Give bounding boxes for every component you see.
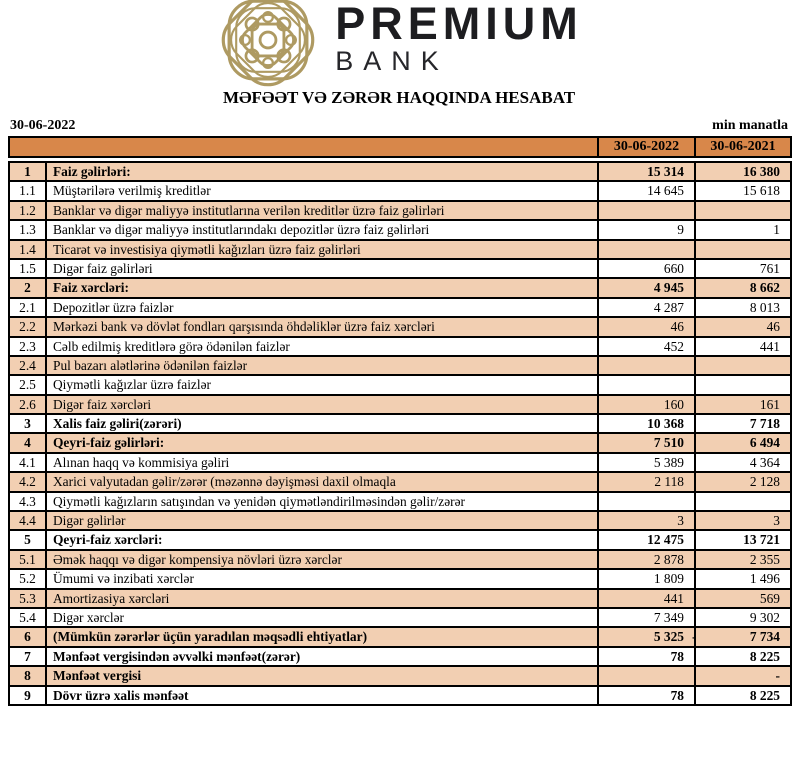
row-number: 1.3 [9, 220, 46, 239]
row-number: 2.6 [9, 395, 46, 414]
table-row [9, 220, 791, 239]
value-2021: 6 494 [695, 433, 791, 452]
meta-row [8, 110, 790, 134]
row-label: Müştərilərə verilmiş kreditlər [46, 181, 598, 200]
value-2021: 16 380 [695, 162, 791, 181]
table-row [9, 453, 791, 472]
value-2021: 1 [695, 220, 791, 239]
value-2022: 7 349 [598, 608, 695, 627]
row-number: 6 [9, 627, 46, 646]
value-2022: 2 118 [598, 472, 695, 491]
row-number: 5.2 [9, 569, 46, 588]
row-label: Digər faiz gəlirləri [46, 259, 598, 278]
row-label: Banklar və digər maliyyə institutlarındakı depozitlər üzrə faiz gəlirləri [46, 220, 598, 239]
row-label: Qiymətli kağızların satışından və yenidən qiymətləndirilməsindən gəlir/zərər [46, 492, 598, 511]
row-number: 5 [9, 530, 46, 549]
row-number: 1.5 [9, 259, 46, 278]
table-row [9, 589, 791, 608]
row-number: 2.1 [9, 298, 46, 317]
value-2022: 9 [598, 220, 695, 239]
value-2021 [695, 492, 791, 511]
value-2021: 15 618 [695, 181, 791, 200]
value-2021 [695, 201, 791, 220]
table-row [9, 666, 791, 685]
value-2021: 9 302 [695, 608, 791, 627]
header-col-2022: 30-06-2022 [598, 137, 695, 157]
row-label: Depozitlər üzrə faizlər [46, 298, 598, 317]
value-2022 [598, 356, 695, 375]
row-number: 8 [9, 666, 46, 685]
value-2021: - [695, 666, 791, 685]
table-row [9, 337, 791, 356]
table-row [9, 511, 791, 530]
value-2022 [598, 492, 695, 511]
row-label: Xalis faiz gəliri(zərəri) [46, 414, 598, 433]
row-label: Alınan haqq və kommisiya gəliri [46, 453, 598, 472]
value-2021: 569 [695, 589, 791, 608]
row-label: Pul bazarı alətlərinə ödənilən faizlər [46, 356, 598, 375]
value-2021: 1 496 [695, 569, 791, 588]
value-2022: 5 325 [598, 627, 695, 646]
value-2021: 8 225 [695, 647, 791, 666]
report-table [8, 161, 792, 706]
value-2022: 15 314 [598, 162, 695, 181]
table-row [9, 298, 791, 317]
table-row [9, 201, 791, 220]
row-label: Dövr üzrə xalis mənfəət [46, 686, 598, 705]
brand-wordmark [335, 2, 583, 76]
value-2022: 14 645 [598, 181, 695, 200]
value-2022 [598, 201, 695, 220]
header-empty-cell [9, 137, 598, 157]
row-number: 5.4 [9, 608, 46, 627]
value-2022: 78 [598, 686, 695, 705]
value-2022: 4 287 [598, 298, 695, 317]
row-number: 2.2 [9, 317, 46, 336]
row-label: Qeyri-faiz gəlirləri: [46, 433, 598, 452]
value-2021 [695, 240, 791, 259]
brand-name: PREMIUM [335, 0, 583, 49]
table-row [9, 162, 791, 181]
value-2021: 161 [695, 395, 791, 414]
table-row [9, 492, 791, 511]
value-2021-number: 7 734 [749, 629, 780, 645]
row-number: 7 [9, 647, 46, 666]
value-2021: 46 [695, 317, 791, 336]
value-2022: 160 [598, 395, 695, 414]
value-2022: 7 510 [598, 433, 695, 452]
row-number: 2.3 [9, 337, 46, 356]
row-number: 4.3 [9, 492, 46, 511]
row-label: Digər xərclər [46, 608, 598, 627]
row-label: Faiz gəlirləri: [46, 162, 598, 181]
header-row [9, 137, 791, 157]
row-label: Ümumi və inzibati xərclər [46, 569, 598, 588]
table-row [9, 550, 791, 569]
table-row [9, 240, 791, 259]
value-2021: 8 662 [695, 278, 791, 297]
table-row [9, 569, 791, 588]
table-row [9, 647, 791, 666]
row-label: Amortizasiya xərcləri [46, 589, 598, 608]
table-row [9, 181, 791, 200]
value-2021: 441 [695, 337, 791, 356]
value-2022: 452 [598, 337, 695, 356]
value-2022: 1 809 [598, 569, 695, 588]
table-row [9, 278, 791, 297]
table-row [9, 317, 791, 336]
value-2021: 761 [695, 259, 791, 278]
table-row [9, 433, 791, 452]
row-label: Digər faiz xərcləri [46, 395, 598, 414]
brand-header [8, 0, 790, 84]
row-number: 4 [9, 433, 46, 452]
table-row [9, 259, 791, 278]
row-label: Cəlb edilmiş kreditlərə görə ödənilən faizlər [46, 337, 598, 356]
table-row [9, 608, 791, 627]
table-row [9, 356, 791, 375]
row-number: 1.1 [9, 181, 46, 200]
row-number: 4.1 [9, 453, 46, 472]
row-number: 3 [9, 414, 46, 433]
table-row [9, 472, 791, 491]
value-2021: 4 364 [695, 453, 791, 472]
table-row [9, 395, 791, 414]
row-number: 4.2 [9, 472, 46, 491]
value-2021 [695, 375, 791, 394]
row-label: Banklar və digər maliyyə institutlarına verilən kreditlər üzrə faiz gəlirləri [46, 201, 598, 220]
value-2022: 5 389 [598, 453, 695, 472]
row-label: (Mümkün zərərlər üçün yaradılan məqsədli ehtiyatlar) [46, 627, 598, 646]
value-2021: 3 [695, 511, 791, 530]
row-number: 4.4 [9, 511, 46, 530]
report-title: MƏFƏƏT VƏ ZƏRƏR HAQQINDA HESABAT [222, 88, 576, 107]
value-2022: 46 [598, 317, 695, 336]
row-label: Faiz xərcləri: [46, 278, 598, 297]
value-2021: 8 013 [695, 298, 791, 317]
value-2022: 2 878 [598, 550, 695, 569]
value-2022 [598, 240, 695, 259]
header-col-2021: 30-06-2021 [695, 137, 791, 157]
value-2021: 7 718 [695, 414, 791, 433]
row-label: Ticarət və investisiya qiymətli kağızları üzrə faiz gəlirləri [46, 240, 598, 259]
value-2022: 10 368 [598, 414, 695, 433]
table-row [9, 686, 791, 705]
table-row [9, 414, 791, 433]
value-2021: 2 128 [695, 472, 791, 491]
row-label: Mərkəzi bank və dövlət fondları qarşısında öhdəliklər üzrə faiz xərcləri [46, 317, 598, 336]
report-date: 30-06-2022 [10, 118, 76, 133]
row-label: Mənfəət vergisi [46, 666, 598, 685]
table-row [9, 530, 791, 549]
value-2021 [695, 356, 791, 375]
unit-label: min manatla [712, 118, 788, 133]
row-number: 1 [9, 162, 46, 181]
value-2022: 4 945 [598, 278, 695, 297]
row-label: Mənfəət vergisindən əvvəlki mənfəət(zərər) [46, 647, 598, 666]
row-label: Əmək haqqı və digər kompensiya növləri üzrə xərclər [46, 550, 598, 569]
negative-sign: - [692, 629, 697, 645]
value-2021 [692, 627, 791, 646]
row-label: Xarici valyutadan gəlir/zərər (məzənnə dəyişməsi daxil olmaqla [46, 472, 598, 491]
value-2022 [598, 666, 695, 685]
row-number: 5.1 [9, 550, 46, 569]
row-number: 9 [9, 686, 46, 705]
brand-subtitle: BANK [335, 46, 449, 76]
row-label: Digər gəlirlər [46, 511, 598, 530]
value-2022: 12 475 [598, 530, 695, 549]
value-2022: 78 [598, 647, 695, 666]
report-table-body [9, 162, 791, 705]
value-2021: 2 355 [695, 550, 791, 569]
value-2022 [598, 375, 695, 394]
value-2022: 3 [598, 511, 695, 530]
table-row [9, 375, 791, 394]
row-number: 2.5 [9, 375, 46, 394]
row-label: Qiymətli kağızlar üzrə faizlər [46, 375, 598, 394]
row-number: 5.3 [9, 589, 46, 608]
row-label: Qeyri-faiz xərcləri: [46, 530, 598, 549]
value-2022: 441 [598, 589, 695, 608]
row-number: 1.4 [9, 240, 46, 259]
bank-logo-knot-emblem-icon [215, 0, 321, 93]
table-row [9, 627, 791, 646]
table-header [8, 136, 792, 158]
row-number: 1.2 [9, 201, 46, 220]
value-2021: 8 225 [695, 686, 791, 705]
row-number: 2 [9, 278, 46, 297]
row-number: 2.4 [9, 356, 46, 375]
value-2021: 13 721 [695, 530, 791, 549]
value-2022: 660 [598, 259, 695, 278]
